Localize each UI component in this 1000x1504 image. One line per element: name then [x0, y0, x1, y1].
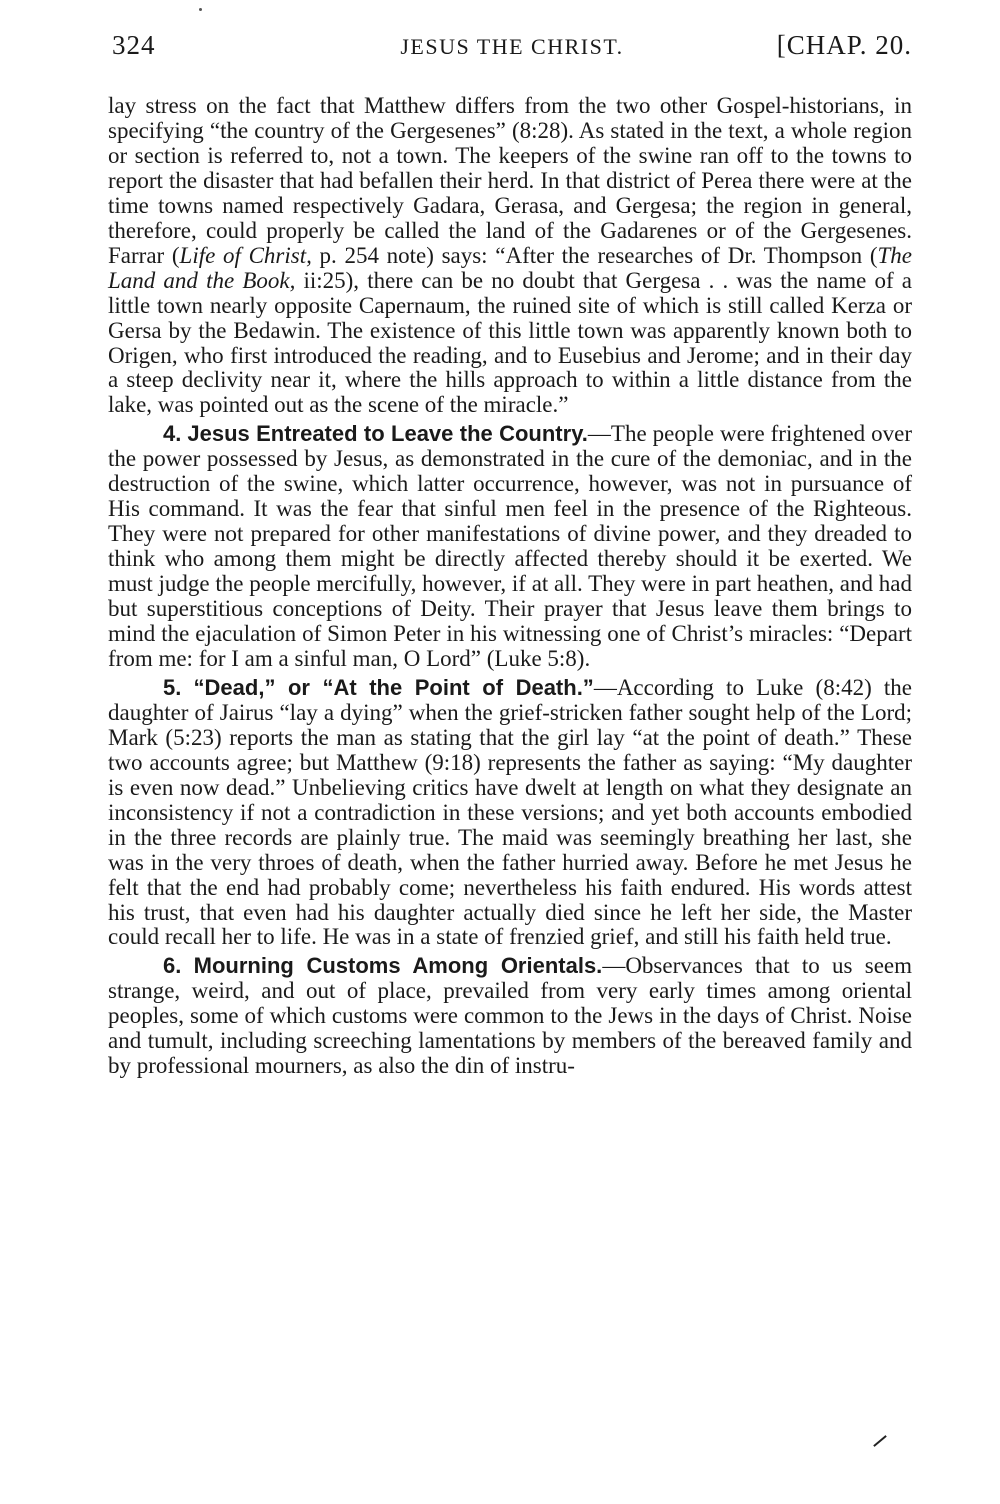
italic-citation: The Land and the Book,: [108, 242, 912, 293]
book-title: JESUS THE CHRIST.: [400, 34, 624, 59]
continued-paragraph: lay stress on the fact that Matthew differs from the two other Gospel-historians, in specifying “the country of the Gergesenes” (8:28). As stated in the text, a whole region or section is referred to, not a town. The keepers of the swine ran off to the towns to report the disaster that had befallen their herd. In that district of Perea there were at the time towns named respectively Gadara, Gerasa, and Gergesa; the region in general, therefore, could properly be called the land of the Gadarenes or of the Gergesenes. Farrar (Life of Christ, p. 254 note) says: “After the researches of Dr. Thompson (The Land and the Book, ii:25), there can be no doubt that Gergesa . . was the name of a little town nearly opposite Capernaum, the ruined site of which is still called Kerza or Gersa by the Bedawin. The existence of this little town was apparently known both to Origen, who first introduced the reading, and to Eusebius and Jerome; and in their day a steep declivity near it, where the hills approach to within a little distance from the lake, was pointed out as the scene of the miracle.”: [108, 93, 912, 418]
chapter-label: [CHAP. 20.: [776, 30, 912, 60]
note-heading: Jesus Entreated to Leave the Country.: [187, 421, 588, 447]
note-paragraph: [108, 676, 912, 950]
page-body: [108, 94, 912, 1079]
note-text: —According to Luke (8:42) the daughter of Jairus “lay a dying” when the grief-stricken father sought help of the Lord; Mark (5:23) reports the man as stating that the girl lay “at the point of death.” These two accounts agree; but Matthew (9:18) represents the father as saying: “My daughter is even now dead.” Unbelieving critics have dwelt at length on what they designate an inconsistency if not a contradiction in these versions; and yet both accounts embodied in the three records are plainly true. The maid was seemingly breathing her last, she was in the very throes of death, when the father hurried away. Before he met Jesus he felt that the end had probably come; nevertheless his faith endured. His words attest his trust, that even had his daughter actually died since he left her side, the Master could recall her to life. He was in a state of frenzied grief, and still his faith held true.: [108, 674, 913, 950]
note-paragraph: [108, 954, 912, 1079]
print-speck: [199, 8, 202, 11]
note-number: 6.: [163, 953, 182, 979]
note-text: —Observances that to us seem strange, weird, and out of place, prevailed from very early times among oriental peoples, some of which customs were common to the Jews in the days of Christ. Noise and tumult, including screeching lamentations by members of the bereaved family and by professional mourners, as also the din of instru-: [108, 953, 913, 1079]
running-head: [112, 30, 912, 70]
note-heading: “Dead,” or “At the Point of Death.”: [193, 674, 594, 700]
italic-citation: Life of Christ,: [179, 242, 312, 268]
note-number: 4.: [163, 421, 182, 447]
note-text: —The people were frightened over the power possessed by Jesus, as demonstrated in the cure of the demoniac, and in the destruction of the swine, which latter occurrence, however, was not in pursuance of His command. It was the fear that sinful men feel in the presence of the Righteous. They were not prepared for other manifestations of divine power, and they dreaded to think who among them might be directly affected thereby should it be exerted. We must judge the people mercifully, however, if at all. They were in part heathen, and had but superstitious conceptions of Deity. Their prayer that Jesus leave them brings to mind the ejaculation of Simon Peter in his witnessing one of Christ’s miracles: “Depart from me: for I am a sinful man, O Lord” (Luke 5:8).: [108, 421, 913, 671]
note-number: 5.: [163, 674, 182, 700]
page-number: 324: [112, 30, 156, 60]
note-paragraph: [108, 422, 912, 672]
note-heading: Mourning Customs Among Orientals.: [193, 953, 603, 979]
pencil-mark: [873, 1435, 887, 1447]
